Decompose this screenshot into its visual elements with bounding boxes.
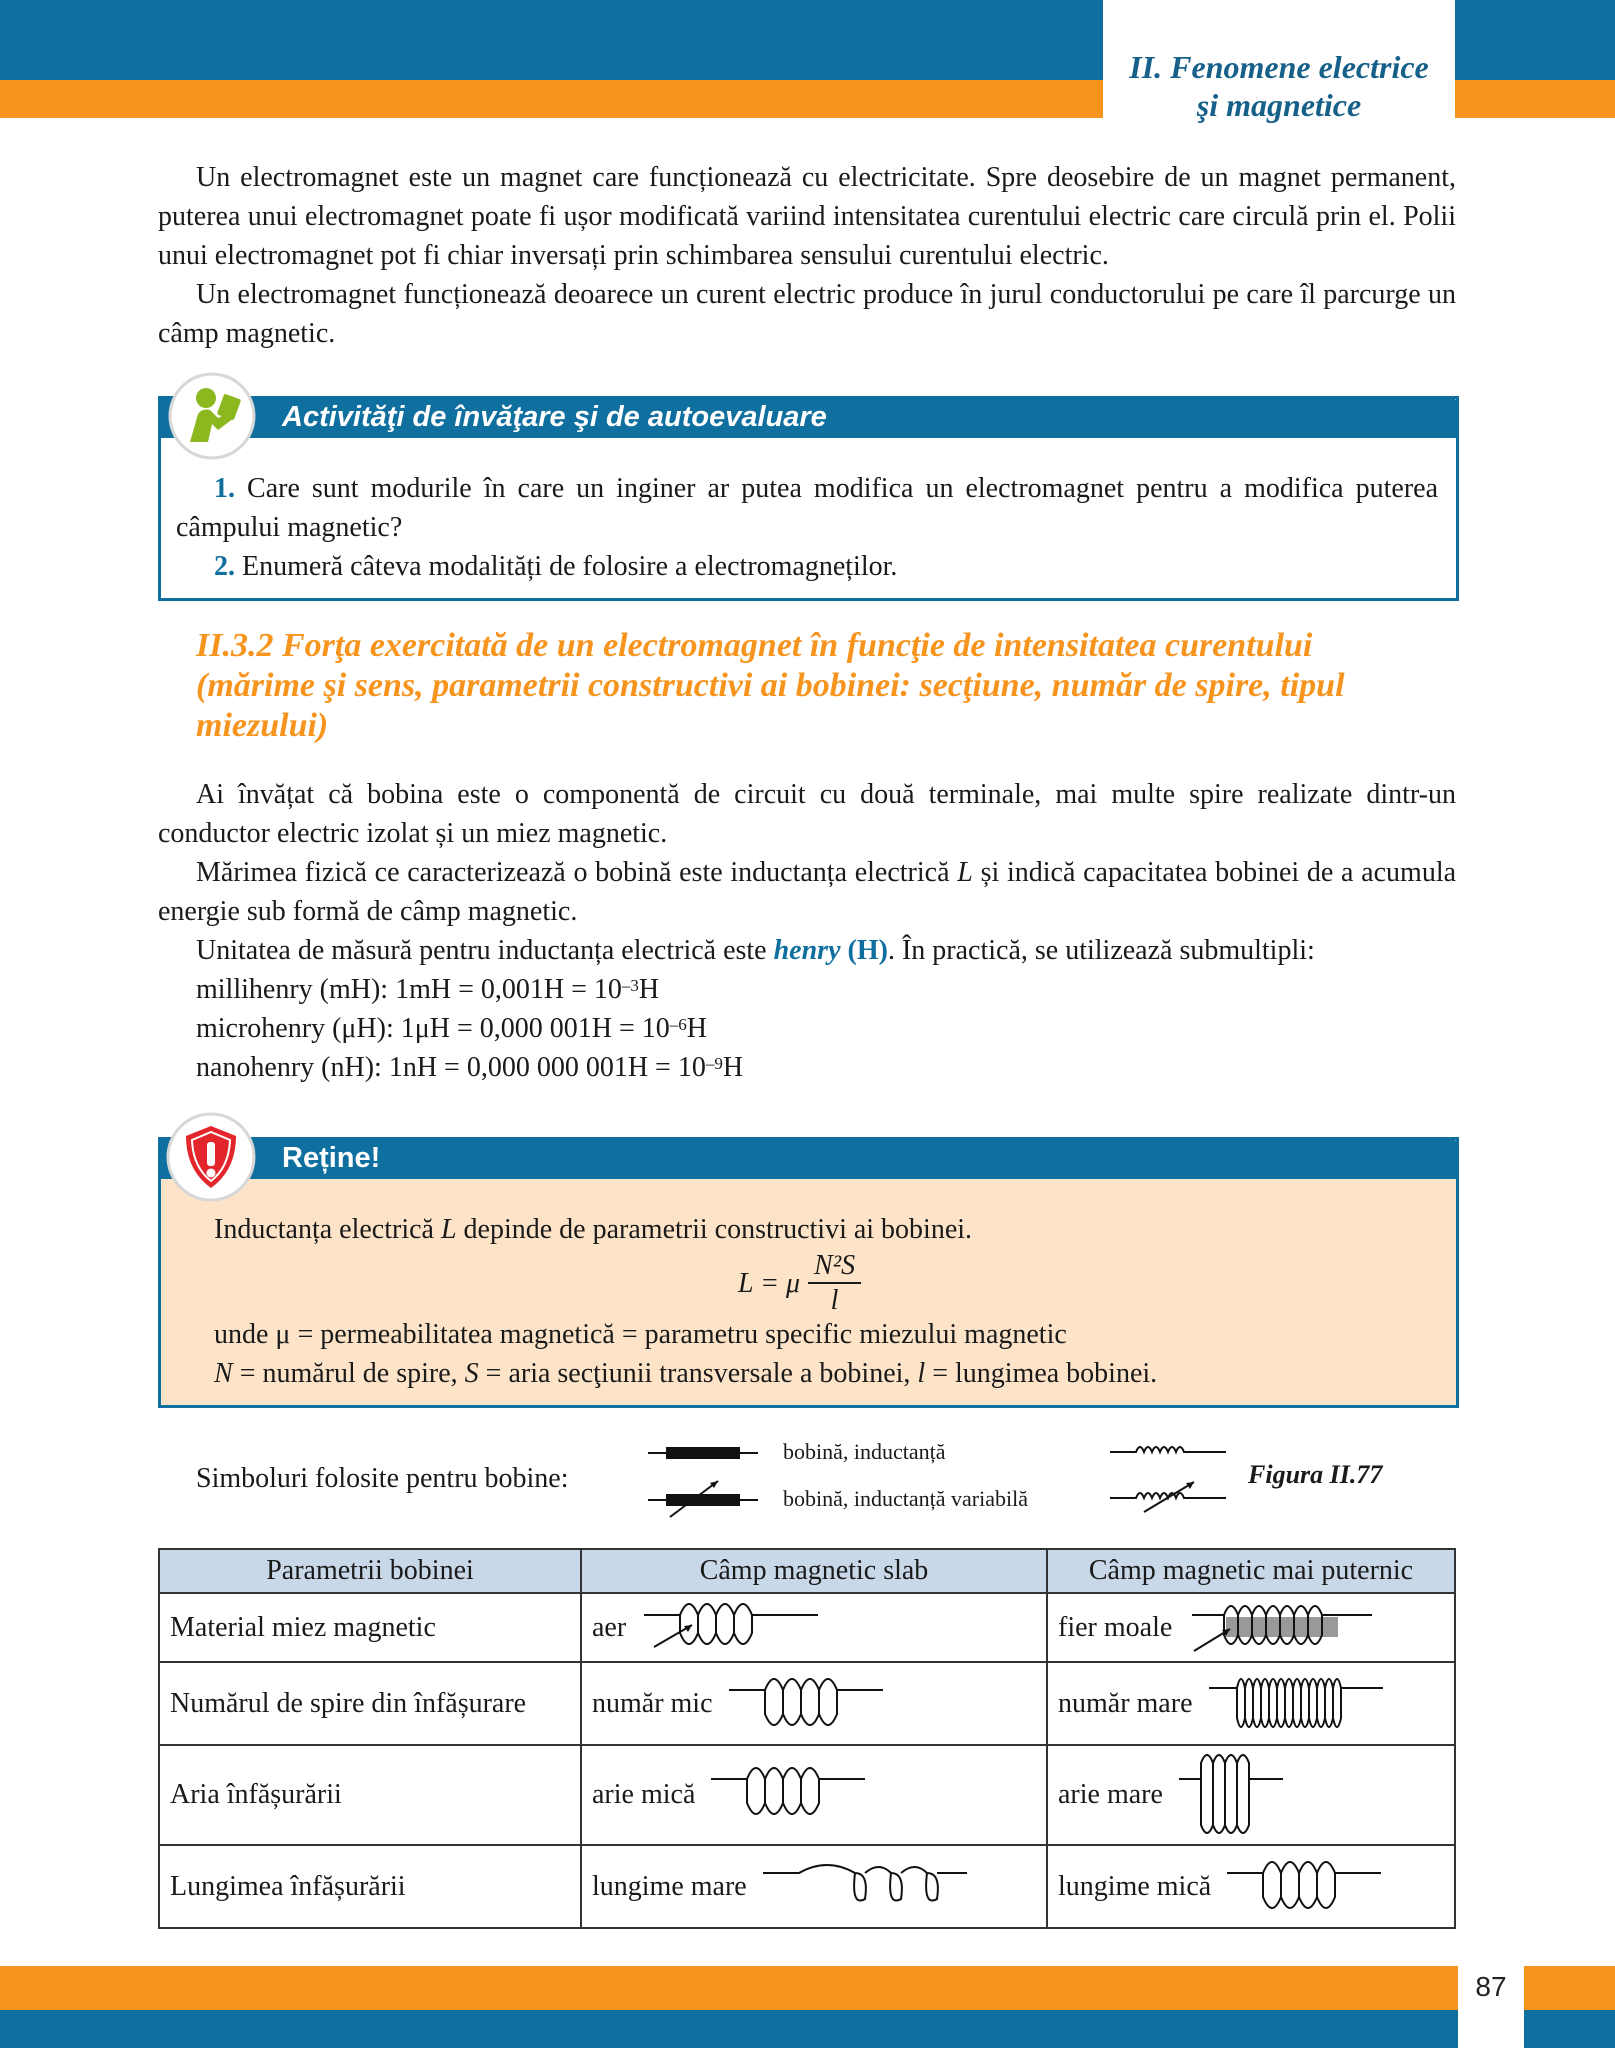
page-number: 87 bbox=[1475, 1971, 1507, 2002]
coil-parameters-table bbox=[158, 1548, 1456, 1929]
table-header-row bbox=[159, 1549, 1455, 1593]
table-header-strong-field: Câmp magnetic mai puternic bbox=[1047, 1549, 1455, 1593]
inductor-symbol-label: bobină, inductanță bbox=[783, 1439, 946, 1464]
chapter-title-line2: şi magnetice bbox=[1196, 87, 1362, 123]
table-cell-strong: număr mare bbox=[1047, 1662, 1455, 1745]
small-area-coil-icon bbox=[709, 1763, 869, 1827]
shield-warning-icon bbox=[166, 1112, 256, 1202]
table-cell-parameter: Aria înfășurării bbox=[159, 1745, 581, 1845]
section-paragraph-3: Unitatea de măsură pentru inductanța electrică este henry (H). În practică, se utilizează submultipli: bbox=[196, 935, 1315, 966]
activity-box-title: Activităţi de învăţare şi de autoevaluare bbox=[282, 401, 827, 433]
remember-line-1: Inductanța electrică L depinde de parametrii constructivi ai bobinei. bbox=[214, 1214, 973, 1245]
activity-question-1: 1. Care sunt modurile în care un inginer ar putea modifica un electromagnet pentru a modifica puterea câmpului magnetic? bbox=[176, 473, 1439, 543]
table-cell-weak: număr mic bbox=[581, 1662, 1047, 1745]
figure-caption: Figura II.77 bbox=[1248, 1460, 1383, 1489]
footer-orange-band bbox=[0, 1966, 1615, 2010]
table-cell-weak: arie mică bbox=[581, 1745, 1047, 1845]
symbols-label: Simboluri folosite pentru bobine: bbox=[196, 1463, 569, 1494]
activity-question-2: 2. Enumeră câteva modalități de folosire a electromagneților. bbox=[214, 551, 898, 582]
table-header-weak-field: Câmp magnetic slab bbox=[581, 1549, 1047, 1593]
many-turns-coil-icon bbox=[1207, 1672, 1387, 1736]
table-row bbox=[159, 1662, 1455, 1745]
intro-paragraph-1: Un electromagnet este un magnet care funcționează cu electricitate. Spre deosebire de un magnet permanent, puterea unui electromagnet poate fi ușor modificată variind intensitatea curentului electric care circulă prin el. Polii unui electromagnet pot fi chiar inversați prin schimbarea sensului curentului electric. bbox=[158, 162, 1456, 271]
table-row bbox=[159, 1845, 1455, 1928]
remember-box-title: Reține! bbox=[282, 1142, 381, 1174]
short-coil-icon bbox=[1225, 1857, 1385, 1917]
section-paragraph-1: Ai învățat că bobina este o componentă de circuit cu două terminale, mai multe spire realizate dintr-un conductor electric izolat și un miez magnetic. bbox=[158, 779, 1456, 849]
table-row bbox=[159, 1593, 1455, 1662]
section-heading: II.3.2 Forţa exercitată de un electromagnet în funcţie de intensitatea curentului (mărime şi sens, parametrii constructivi ai bobinei: secţiune, număr de spire, tipul miezului) bbox=[196, 627, 1345, 744]
table-cell-weak: lungime mare bbox=[581, 1845, 1047, 1928]
remember-line-4: N = numărul de spire, S = aria secţiunii transversale a bobinei, l = lungimea bobinei. bbox=[214, 1358, 1158, 1389]
microhenry-line: microhenry (μH): 1μH = 0,000 $001H = 10^{-6}H$ bbox=[196, 1013, 707, 1044]
long-coil-icon bbox=[761, 1857, 971, 1917]
inductor-block-symbols bbox=[648, 1439, 758, 1519]
table-cell-strong: lungime mică bbox=[1047, 1845, 1455, 1928]
air-core-coil-icon bbox=[640, 1603, 820, 1653]
table-cell-parameter: Lungimea înfășurării bbox=[159, 1845, 581, 1928]
table-cell-strong: fier moale bbox=[1047, 1593, 1455, 1662]
table-cell-parameter: Numărul de spire din înfășurare bbox=[159, 1662, 581, 1745]
millihenry-line: millihenry (mH): $1mH = 0,001H = 10^{-3}H$ bbox=[196, 974, 660, 1005]
inductance-formula: L = μ N²S l bbox=[738, 1246, 861, 1322]
chapter-title bbox=[1103, 48, 1455, 124]
table-row bbox=[159, 1745, 1455, 1845]
large-area-coil-icon bbox=[1177, 1749, 1287, 1841]
reading-student-icon bbox=[168, 372, 256, 460]
remember-line-3: unde μ = permeabilitatea magnetică = parametru specific miezului magnetic bbox=[214, 1319, 1067, 1350]
intro-paragraph-2: Un electromagnet funcționează deoarece un curent electric produce în jurul conductorului pe care îl parcurge un câmp magnetic. bbox=[158, 279, 1456, 349]
footer-blue-band bbox=[0, 2010, 1615, 2048]
chapter-title-line1: II. Fenomene electrice bbox=[1129, 49, 1429, 85]
table-cell-parameter: Material miez magnetic bbox=[159, 1593, 581, 1662]
few-turns-coil-icon bbox=[727, 1674, 887, 1734]
variable-inductor-symbol-label: bobină, inductanță variabilă bbox=[783, 1486, 1028, 1511]
nanohenry-line: nanohenry (nH): 1nH = 0,000 000 $001H = 10^{-9}H$ bbox=[196, 1052, 744, 1083]
section-paragraph-2: Mărimea fizică ce caracterizează o bobină este inductanța electrică L și indică capacitatea bobinei de a acumula energie sub formă de câmp magnetic. bbox=[158, 857, 1457, 927]
table-header-parameters: Parametrii bobinei bbox=[159, 1549, 581, 1593]
iron-core-coil-icon bbox=[1186, 1603, 1376, 1653]
table-cell-strong: arie mare bbox=[1047, 1745, 1455, 1845]
inductor-coil-symbols bbox=[1108, 1438, 1228, 1518]
table-cell-weak: aer bbox=[581, 1593, 1047, 1662]
